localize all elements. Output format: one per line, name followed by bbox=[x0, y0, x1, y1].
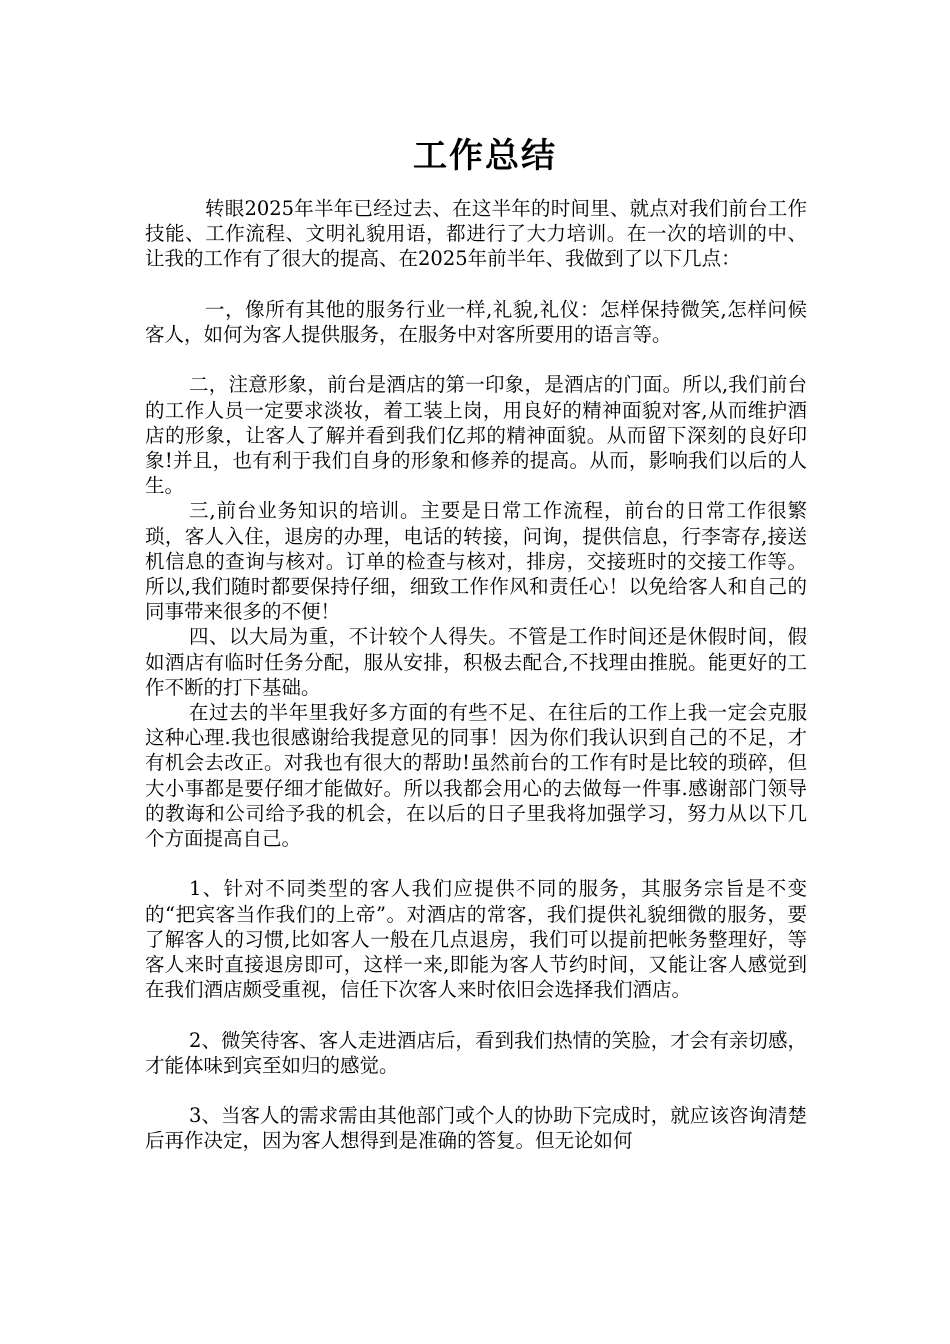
paragraph-plan-2: 2、微笑待客、客人走进酒店后，看到我们热情的笑脸，才会有亲切感，才能体味到宾至如归的感觉。 bbox=[145, 1028, 807, 1077]
paragraph-point-4: 四、以大局为重，不计较个人得失。不管是工作时间还是休假时间，假如酒店有临时任务分配，服从安排，积极去配合,不找理由推脱。能更好的工作不断的打下基础。 bbox=[145, 625, 807, 699]
paragraph-point-3: 三,前台业务知识的培训。主要是日常工作流程，前台的日常工作很繁琐，客人入住，退房的办理，电话的转接，问询，提供信息，行李寄存,接送机信息的查询与核对。订单的检查与核对，排房，交接班时的交接工作等。所以,我们随时都要保持仔细，细致工作作风和责任心！以免给客人和自己的同事带来很多的不便！ bbox=[145, 499, 807, 624]
paragraph-plan-3: 3、当客人的需求需由其他部门或个人的协助下完成时，就应该咨询清楚后再作决定，因为客人想得到是准确的答复。但无论如何 bbox=[145, 1104, 807, 1153]
paragraph-gap bbox=[145, 851, 807, 876]
paragraph-plan-1: 1、针对不同类型的客人我们应提供不同的服务，其服务宗旨是不变的“把宾客当作我们的上帝”。对酒店的常客，我们提供礼貌细微的服务，要了解客人的习惯,比如客人一般在几点退房，我们可以提前把帐务整理好，等客人来时直接退房即可，这样一来,即能为客人节约时间，又能让客人感觉到在我们酒店颇受重视，信任下次客人来时依旧会选择我们酒店。 bbox=[145, 877, 807, 1002]
paragraph-gap bbox=[145, 347, 807, 372]
paragraph-point-2: 二，注意形象，前台是酒店的第一印象，是酒店的门面。所以,我们前台的工作人员一定要求淡妆，着工装上岗，用良好的精神面貌对客,从而维护酒店的形象，让客人了解并看到我们亿邦的精神面貌。从而留下深刻的良好印象!并且，也有利于我们自身的形象和修养的提高。从而，影响我们以后的人生。 bbox=[145, 373, 807, 498]
paragraph-point-1: 一，像所有其他的服务行业一样,礼貌,礼仪：怎样保持微笑,怎样问候客人，如何为客人提供服务，在服务中对客所要用的语言等。 bbox=[145, 297, 807, 346]
paragraph-gap bbox=[145, 272, 807, 297]
document-body bbox=[145, 196, 807, 1154]
paragraph-reflection: 在过去的半年里我好多方面的有些不足、在往后的工作上我一定会克服这种心理.我也很感谢给我提意见的同事！因为你们我认识到自己的不足，才有机会去改正。对我也有很大的帮助!虽然前台的工作有时是比较的琐碎，但大小事都是要仔细才能做好。所以我都会用心的去做每一件事.感谢部门领导的教诲和公司给予我的机会，在以后的日子里我将加强学习，努力从以下几个方面提高自己。 bbox=[145, 701, 807, 851]
paragraph-gap bbox=[145, 1078, 807, 1103]
paragraph-intro: 转眼2025年半年已经过去、在这半年的时间里、就点对我们前台工作技能、工作流程、文明礼貌用语，都进行了大力培训。在一次的培训的中、让我的工作有了很大的提高、在2025年前半年、我做到了以下几点： bbox=[145, 197, 807, 271]
paragraph-gap bbox=[145, 1002, 807, 1027]
document-title: 工作总结 bbox=[413, 136, 557, 176]
